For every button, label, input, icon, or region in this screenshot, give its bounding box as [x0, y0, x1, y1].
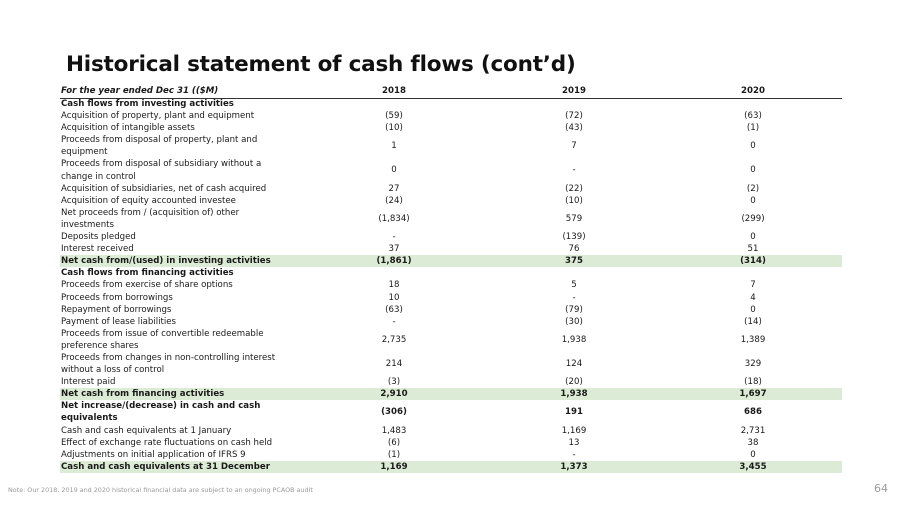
row-label: Cash flows from investing activities: [61, 99, 234, 109]
row-label: Proceeds from issue of convertible redeemable preference shares: [61, 328, 264, 351]
row-value-2019: (79): [565, 304, 583, 315]
row-value-2020: 0: [750, 449, 756, 460]
table-row: [60, 110, 842, 122]
row-value-2019: -: [572, 165, 576, 176]
row-value-2020: (314): [740, 256, 766, 267]
table-row: [60, 231, 842, 243]
row-value-2018: (6): [387, 437, 401, 448]
row-label: Proceeds from disposal of subsidiary without a change in control: [61, 159, 262, 182]
row-value-2018: (3): [387, 377, 401, 388]
row-label: Repayment of borrowings: [61, 304, 172, 315]
row-value-2018: 1: [391, 141, 397, 152]
row-value-2019: 13: [568, 437, 580, 448]
row-value-2019: 1,938: [561, 334, 587, 345]
row-label: Effect of exchange rate fluctuations on cash held: [61, 437, 273, 448]
row-value-2019: (43): [565, 123, 583, 134]
row-label: Acquisition of subsidiaries, net of cash acquired: [61, 183, 267, 194]
row-value-2020: (63): [744, 111, 762, 122]
row-label: Adjustments on initial application of IFRS 9: [61, 449, 246, 460]
row-value-2020: 0: [750, 304, 756, 315]
page-number: 64: [874, 482, 888, 495]
row-label: Net proceeds from / (acquisition of) other investments: [61, 207, 240, 230]
table-row: [60, 279, 842, 291]
row-value-2020: 686: [744, 407, 762, 418]
row-value-2019: 1,373: [560, 461, 588, 472]
row-label: Interest paid: [61, 377, 116, 388]
table-row: [60, 158, 842, 182]
table-row: [60, 328, 842, 352]
section-header-row: [60, 98, 842, 110]
row-value-2019: (22): [565, 183, 583, 194]
row-value-2019: 1,938: [560, 389, 588, 400]
row-label: Net cash from financing activities: [61, 389, 225, 400]
total-row: [60, 461, 842, 473]
row-value-2019: 124: [565, 358, 583, 369]
year-2020-header: 2020: [741, 86, 765, 96]
row-value-2019: (139): [562, 232, 586, 243]
row-value-2018: -: [392, 316, 396, 327]
row-value-2020: 1,389: [740, 334, 766, 345]
row-value-2018: 18: [388, 280, 400, 291]
total-row: [60, 388, 842, 400]
row-value-2019: -: [572, 292, 576, 303]
page-title: Historical statement of cash flows (cont’d): [66, 52, 576, 77]
row-value-2020: 38: [747, 437, 759, 448]
row-value-2019: (72): [565, 111, 583, 122]
row-label: Cash and cash equivalents at 1 January: [61, 425, 232, 436]
row-label: Proceeds from exercise of share options: [61, 280, 233, 291]
row-label: Net cash from/(used) in investing activities: [61, 256, 271, 267]
table-row: [60, 449, 842, 461]
table-row: [60, 122, 842, 134]
row-value-2020: 1,697: [739, 389, 767, 400]
row-label: Cash and cash equivalents at 31 December: [61, 461, 270, 472]
table-row: [60, 376, 842, 388]
row-value-2018: 27: [388, 183, 400, 194]
row-value-2018: (1): [387, 449, 401, 460]
row-value-2020: 3,455: [739, 461, 767, 472]
row-value-2020: 4: [750, 292, 756, 303]
row-value-2018: 1,169: [380, 461, 408, 472]
row-value-2020: 0: [750, 165, 756, 176]
table-row: [60, 425, 842, 437]
row-value-2020: 51: [747, 244, 759, 255]
row-value-2020: 0: [750, 232, 756, 243]
row-value-2018: 1,483: [381, 425, 407, 436]
table-row: [60, 243, 842, 255]
row-value-2019: (30): [565, 316, 583, 327]
row-value-2018: 2,735: [381, 334, 407, 345]
row-value-2020: (18): [744, 377, 762, 388]
footnote: Note: Our 2018, 2019 and 2020 historical financial data are subject to an ongoing PCAOB audit: [8, 486, 313, 494]
table-row: [60, 352, 842, 376]
row-value-2020: 0: [750, 141, 756, 152]
table-row: [60, 400, 842, 424]
row-value-2020: 2,731: [740, 425, 766, 436]
row-label: Proceeds from changes in non-controlling interest without a loss of control: [61, 352, 276, 376]
row-label: Proceeds from disposal of property, plant and equipment: [61, 135, 258, 158]
row-value-2020: (2): [746, 183, 760, 194]
total-row: [60, 255, 842, 267]
row-value-2018: 37: [388, 244, 400, 255]
row-label: Acquisition of equity accounted investee: [61, 195, 236, 206]
row-label: Deposits pledged: [61, 232, 136, 243]
row-value-2020: 329: [744, 358, 762, 369]
row-label: Cash flows from financing activities: [61, 268, 234, 279]
row-value-2018: (63): [385, 304, 403, 315]
row-value-2018: -: [392, 232, 396, 243]
row-value-2019: -: [572, 449, 576, 460]
row-value-2019: (10): [565, 195, 583, 206]
table-row: [60, 207, 842, 231]
row-value-2018: (59): [385, 111, 403, 122]
row-value-2018: 0: [391, 165, 397, 176]
section-header-row: [60, 267, 842, 279]
row-value-2018: (24): [385, 195, 403, 206]
period-label: For the year ended Dec 31 (($M): [61, 86, 219, 96]
year-2019-header: 2019: [562, 86, 586, 96]
row-value-2020: 0: [750, 195, 756, 206]
row-value-2020: (14): [744, 316, 762, 327]
row-value-2019: (20): [565, 377, 583, 388]
row-value-2018: 10: [388, 292, 400, 303]
row-value-2018: 214: [385, 358, 403, 369]
year-2018-header: 2018: [382, 86, 406, 96]
row-label: Net increase/(decrease) in cash and cash equivalents: [61, 401, 261, 424]
row-value-2019: 375: [565, 256, 583, 267]
row-label: Acquisition of property, plant and equipment: [61, 111, 255, 122]
row-value-2019: 5: [571, 280, 577, 291]
table-row: [60, 183, 842, 195]
row-label: Acquisition of intangible assets: [61, 123, 195, 134]
row-value-2018: (306): [381, 407, 407, 418]
row-label: Interest received: [61, 244, 134, 255]
table-row: [60, 437, 842, 449]
table-row: [60, 292, 842, 304]
row-value-2018: (1,861): [376, 256, 412, 267]
table-row: [60, 304, 842, 316]
row-label: Payment of lease liabilities: [61, 316, 176, 327]
cash-flow-table: [60, 98, 842, 473]
row-value-2019: 1,169: [561, 425, 587, 436]
table-row: [60, 134, 842, 158]
row-label: Proceeds from borrowings: [61, 292, 173, 303]
row-value-2020: (299): [741, 213, 765, 224]
table-row: [60, 195, 842, 207]
table-row: [60, 316, 842, 328]
row-value-2019: 579: [565, 213, 583, 224]
row-value-2018: 2,910: [380, 389, 408, 400]
row-value-2019: 76: [568, 244, 580, 255]
row-value-2019: 191: [565, 407, 583, 418]
row-value-2020: 7: [750, 280, 756, 291]
row-value-2020: (1): [746, 123, 760, 134]
row-value-2019: 7: [571, 141, 577, 152]
row-value-2018: (10): [385, 123, 403, 134]
row-value-2018: (1,834): [378, 213, 410, 224]
